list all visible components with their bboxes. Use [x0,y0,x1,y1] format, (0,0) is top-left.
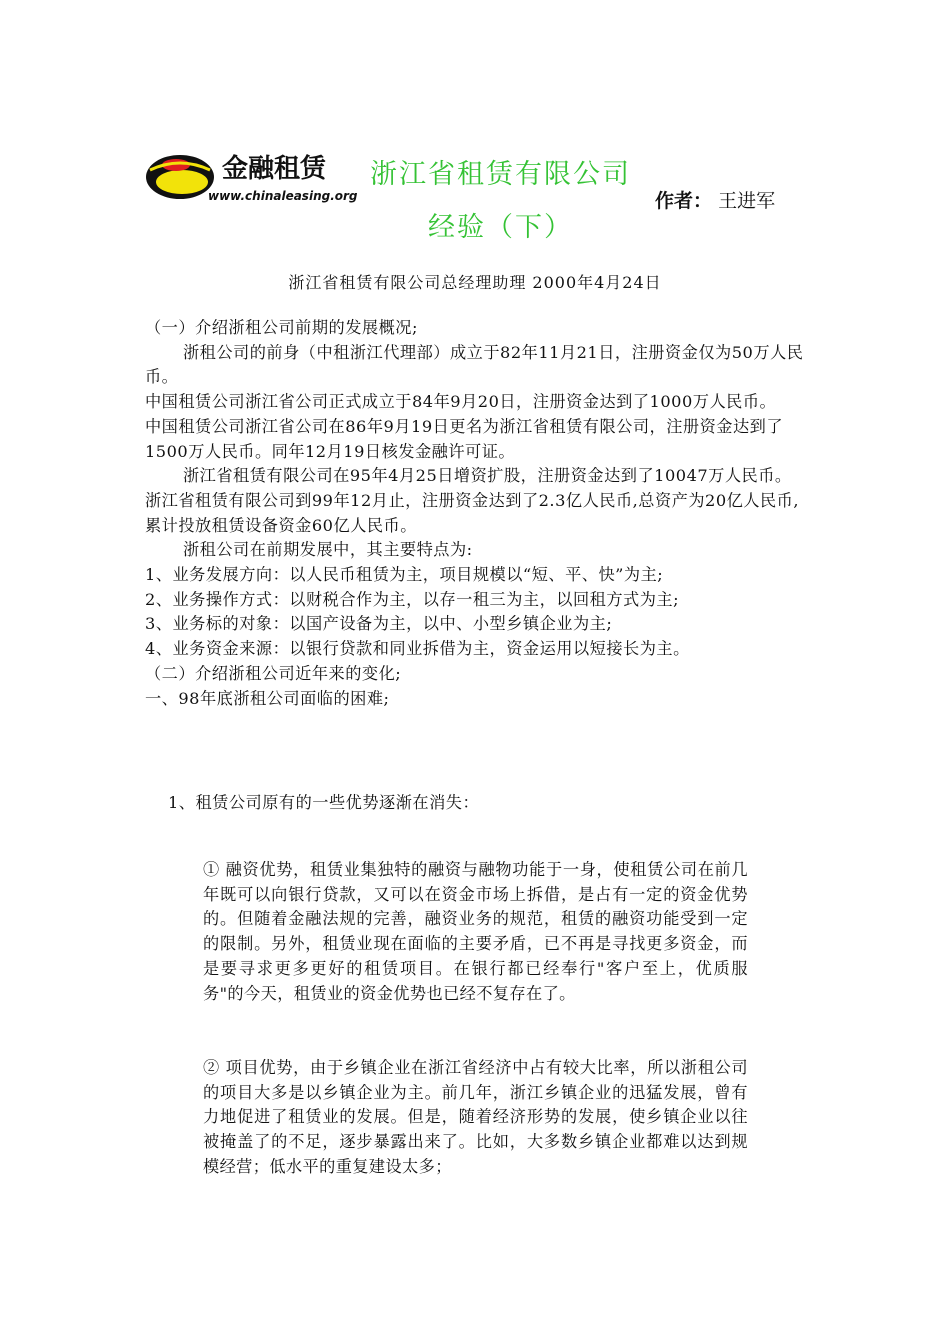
list-item: 3、业务标的对象：以国产设备为主，以中、小型乡镇企业为主; [145,614,613,634]
logo-url: www.chinaleasing.org [208,189,358,203]
quote-paragraph: ① 融资优势，租赁业集独特的融资与融物功能于一身，使租赁公司在前几年既可以向银行贷款，又可以在资金市场上拆借，是占有一定的资金优势的。但随着金融法规的完善，融资业务的规范，租赁的融资功能受到一定的限制。另外，租赁业现在面临的主要矛盾，已不再是寻找更多资金，而是要寻求更多更好的租赁项目。在银行都已经奉行"客户至上，优质服务"的今天，租赁业的资金优势也已经不复存在了。 [203,860,748,1003]
author-label: 作者： [655,190,713,212]
list-item: 4、业务资金来源：以银行贷款和同业拆借为主，资金运用以短接长为主。 [145,639,690,659]
quote-block-1 [203,858,748,1006]
list-item: 1、业务发展方向：以人民币租赁为主，项目规模以“短、平、快”为主; [145,565,664,585]
paragraph: 浙江省租赁有限公司在95年4月25日增资扩股，注册资金达到了10047万人民币。 [183,466,792,486]
paragraph: 浙租公司在前期发展中，其主要特点为: [183,540,473,560]
paragraph: 浙租公司的前身（中租浙江代理部）成立于82年11月21日，注册资金仅为50万人民币。 [145,342,804,387]
document-title-line1: 浙江省租赁有限公司 [370,159,631,190]
section-heading: （二）介绍浙租公司近年来的变化; [145,663,402,683]
document-title-line2: 经验（下） [428,212,573,243]
paragraph: 中国租赁公司浙江省公司在86年9月19日更名为浙江省租赁有限公司，注册资金达到了1500万人民币。同年12月19日核发金融许可证。 [145,416,784,461]
subheading: 1、租赁公司原有的一些优势逐渐在消失： [168,793,480,812]
paragraph: 中国租赁公司浙江省公司正式成立于84年9月20日，注册资金达到了1000万人民币。 [145,392,777,412]
author-line [655,186,775,213]
author-name: 王进军 [718,190,776,212]
section-heading: 一、98年底浙租公司面临的困难; [145,688,390,708]
logo-brand-text: 金融租赁 [222,154,327,184]
document-body [145,316,805,711]
byline: 浙江省租赁有限公司总经理助理 2000年4月24日 [288,273,662,292]
paragraph: 浙江省租赁有限公司到99年12月止，注册资金达到了2.3亿人民币,总资产为20亿人民币,累计投放租赁设备资金60亿人民币。 [145,490,800,535]
paragraph: （一）介绍浙租公司前期的发展概况; [145,318,418,337]
quote-paragraph: ② 项目优势，由于乡镇企业在浙江省经济中占有较大比率，所以浙租公司的项目大多是以乡镇企业为主。前几年，浙江乡镇企业的迅猛发展，曾有力地促进了租赁业的发展。但是，随着经济形势的发展，使乡镇企业以往被掩盖了的不足，逐步暴露出来了。比如，大多数乡镇企业都难以达到规模经营；低水平的重复建设太多； [203,1058,748,1176]
list-item: 2、业务操作方式：以财税合作为主，以存一租三为主，以回租方式为主; [145,589,680,609]
quote-block-2 [203,1056,748,1180]
